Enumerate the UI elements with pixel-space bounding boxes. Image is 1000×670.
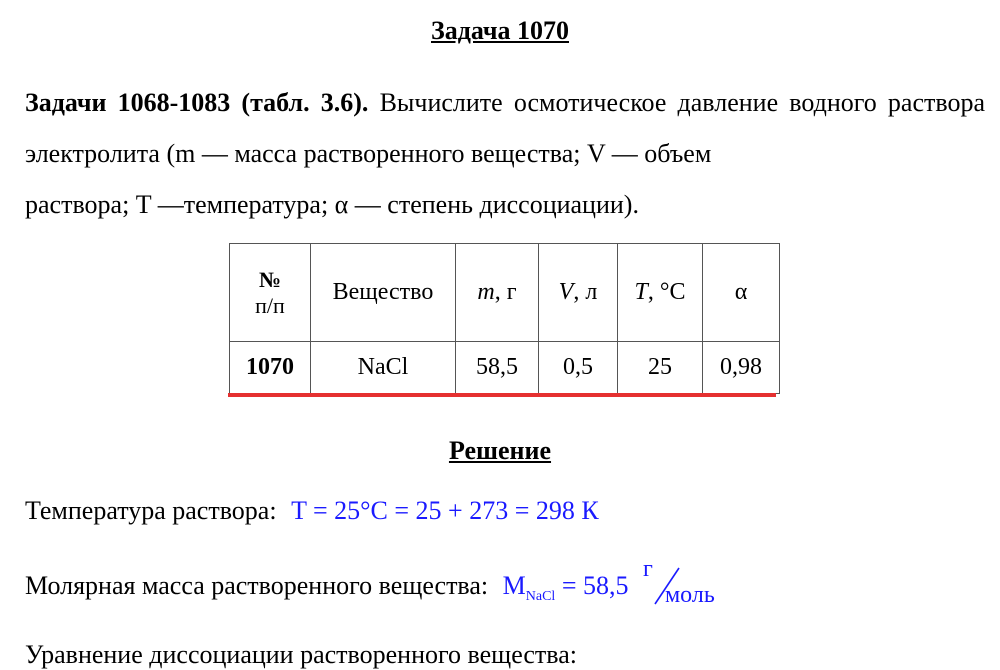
temperature-line — [25, 496, 599, 526]
cell-temperature: 25 — [618, 342, 703, 394]
header-alpha: α — [703, 244, 780, 342]
temperature-label: Температура раствора: — [25, 496, 277, 525]
data-table — [229, 243, 780, 394]
problem-text-3: раствора; T —температура; α — степень диссоциации). — [25, 190, 639, 219]
solution-title: Решение — [448, 436, 552, 465]
problem-bold-prefix: Задачи 1068-1083 (табл. 3.6). — [25, 88, 369, 117]
problem-text-2: раствора электролита (m — масса растворенного вещества; V — объем — [25, 88, 986, 168]
header-mass: m, г — [456, 244, 539, 342]
molar-mass-unit: г моль — [642, 556, 715, 608]
problem-statement — [25, 77, 985, 230]
header-volume: V, л — [539, 244, 618, 342]
molar-mass-label: Молярная масса растворенного вещества: — [25, 571, 489, 600]
cell-alpha: 0,98 — [703, 342, 780, 394]
header-substance: Вещество — [311, 244, 456, 342]
cell-volume: 0,5 — [539, 342, 618, 394]
cell-number: 1070 — [230, 342, 311, 394]
problem-title: Задача 1070 — [431, 16, 569, 45]
header-number: № п/п — [230, 244, 311, 342]
table-row — [230, 342, 780, 394]
problem-text-1: Вычислите осмотическое давление водного — [368, 88, 877, 117]
table-underline — [228, 393, 776, 397]
cell-substance: NaCl — [311, 342, 456, 394]
header-temperature: T, °C — [618, 244, 703, 342]
table-header-row — [230, 244, 780, 342]
molar-mass-formula: $M_{NaCl} = 58,5$ — [502, 571, 629, 604]
temperature-formula: T = 25°C = 25 + 273 = 298 К — [291, 496, 599, 525]
cell-mass: 58,5 — [456, 342, 539, 394]
molar-mass-line — [25, 556, 723, 608]
dissociation-line: Уравнение диссоциации растворенного вещества: — [25, 640, 577, 669]
